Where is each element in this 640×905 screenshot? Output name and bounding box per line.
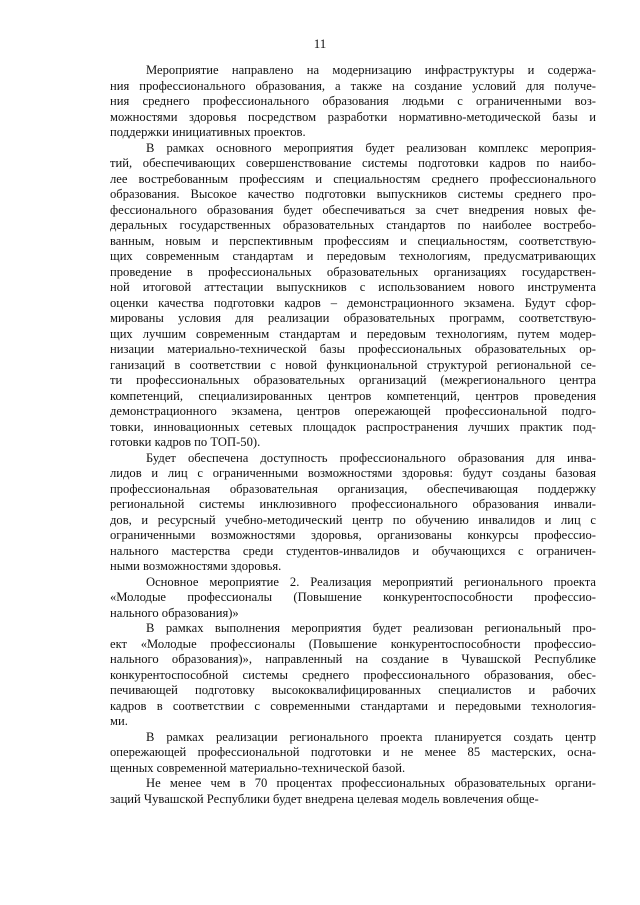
text-line: ми.: [110, 714, 128, 728]
text-line: деральных государственных образовательных стандартов по наиболее востребо-: [110, 218, 596, 232]
paragraph: [110, 451, 596, 575]
text-line: Будет обеспечена доступность профессионального образования для инва-: [146, 450, 596, 465]
text-line: печивающей подготовку высококвалифицированных специалистов и рабочих: [110, 683, 596, 697]
text-line: кадров в соответствии с современными стандартами и передовыми технология-: [110, 698, 596, 713]
text-line: нального образования)», направленный на создание в Чувашской Республике: [110, 652, 596, 666]
text-line: демонстрационного экзамена, центров опережающей профессиональной подго-: [110, 404, 596, 418]
text-line: опережающей профессиональной подготовки и не менее 85 мастерских, осна-: [110, 745, 596, 759]
text-line: ванным, новым и перспективным профессиям и специальностям, соответствую-: [110, 233, 596, 248]
text-line: «Молодые профессионалы (Повышение конкурентоспособности профессио-: [110, 590, 596, 604]
paragraph: [110, 575, 596, 622]
text-line: щих лучшим современным стандартам и передовым технологиям, путем модер-: [110, 326, 596, 341]
text-line: Не менее чем в 70 процентах профессиональных образовательных органи-: [146, 776, 596, 790]
text-line: ект «Молодые профессионалы (Повышение конкурентоспособности профессио-: [110, 636, 596, 651]
text-line: готовки кадров по ТОП-50).: [110, 435, 261, 449]
text-line: ния профессионального образования, а также на создание условий для получе-: [110, 78, 596, 93]
text-line: нального образования)»: [110, 605, 239, 620]
text-line: образования. Высокое качество подготовки выпускников системы среднего про-: [110, 187, 596, 201]
text-line: ния среднего профессионального образования людьми с ограниченными воз-: [110, 94, 596, 108]
text-line: В рамках выполнения мероприятия будет реализован региональный про-: [146, 621, 596, 635]
text-line: лидов и лиц с ограниченными возможностями здоровья: будут созданы базовая: [110, 466, 596, 480]
text-line: региональной системы инклюзивного профессионального образования инвали-: [110, 497, 596, 511]
text-line: поддержки инициативных проектов.: [110, 125, 306, 139]
text-line: мированы условия для реализации образовательных программ, соответствую-: [110, 311, 596, 325]
paragraph: [110, 730, 596, 777]
text-line: Мероприятие направлено на модернизацию инфраструктуры и содержа-: [146, 63, 596, 77]
page-number: 11: [313, 36, 327, 51]
text-line: фессионального образования будет обеспечиваться за счет внедрения новых фе-: [110, 202, 596, 217]
text-line: ограниченными возможностями здоровья, организованы конкурсы профессио-: [110, 528, 596, 542]
paragraph: [110, 621, 596, 730]
paragraph: [110, 776, 596, 807]
text-line: ти профессиональных образовательных организаций (межрегионального центра: [110, 373, 596, 387]
paragraph: [110, 63, 596, 141]
text-line: тий, обеспечивающих совершенствование системы подготовки кадров по наибо-: [110, 156, 596, 170]
text-line: оценки качества подготовки кадров – демонстрационного экзамена. Будут сфор-: [110, 295, 596, 310]
text-line: профессиональная образовательная организация, обеспечивающая поддержку: [110, 481, 596, 496]
text-line: товки, инновационных сетевых площадок распространения лучших практик под-: [110, 419, 596, 434]
text-line: В рамках реализации регионального проекта планируется создать центр: [146, 729, 596, 744]
text-line: лее востребованным профессиям и специальностям среднего профессионального: [110, 171, 596, 186]
text-line: щих современным стандартам и передовым технологиям, предусматривающих: [110, 249, 596, 263]
paragraph: [110, 141, 596, 451]
text-line: ной итоговой аттестации выпускников с использованием нового инструмента: [110, 280, 596, 294]
text-line: ными возможностями здоровья.: [110, 559, 282, 573]
text-line: конкурентоспособной системы среднего профессионального образования, обес-: [110, 667, 596, 682]
text-line: заций Чувашской Республики будет внедрена целевая модель вовлечения обще-: [110, 791, 539, 806]
text-line: В рамках основного мероприятия будет реализован комплекс мероприя-: [146, 140, 596, 155]
text-line: Основное мероприятие 2. Реализация мероприятий регионального проекта: [146, 574, 596, 589]
text-line: нального мастерства среди студентов-инвалидов и обучающихся с ограничен-: [110, 543, 596, 558]
text-line: компетенций, специализированных центров компетенций, центров проведения: [110, 388, 596, 403]
body-text: [110, 63, 596, 807]
text-line: щенных современной материально-технической базой.: [110, 760, 406, 775]
text-line: низации материально-технической базы профессиональных образовательных ор-: [110, 342, 596, 356]
text-line: проведение в профессиональных образовательных организациях государствен-: [110, 264, 596, 279]
text-line: ганизаций в соответствии с новой функциональной структурой региональной се-: [110, 357, 596, 372]
text-line: можностями здоровья посредством разработки нормативно-методической базы и: [110, 109, 596, 124]
text-line: дов, и ресурсный учебно-методический центр по обучению инвалидов и лиц с: [110, 512, 596, 527]
